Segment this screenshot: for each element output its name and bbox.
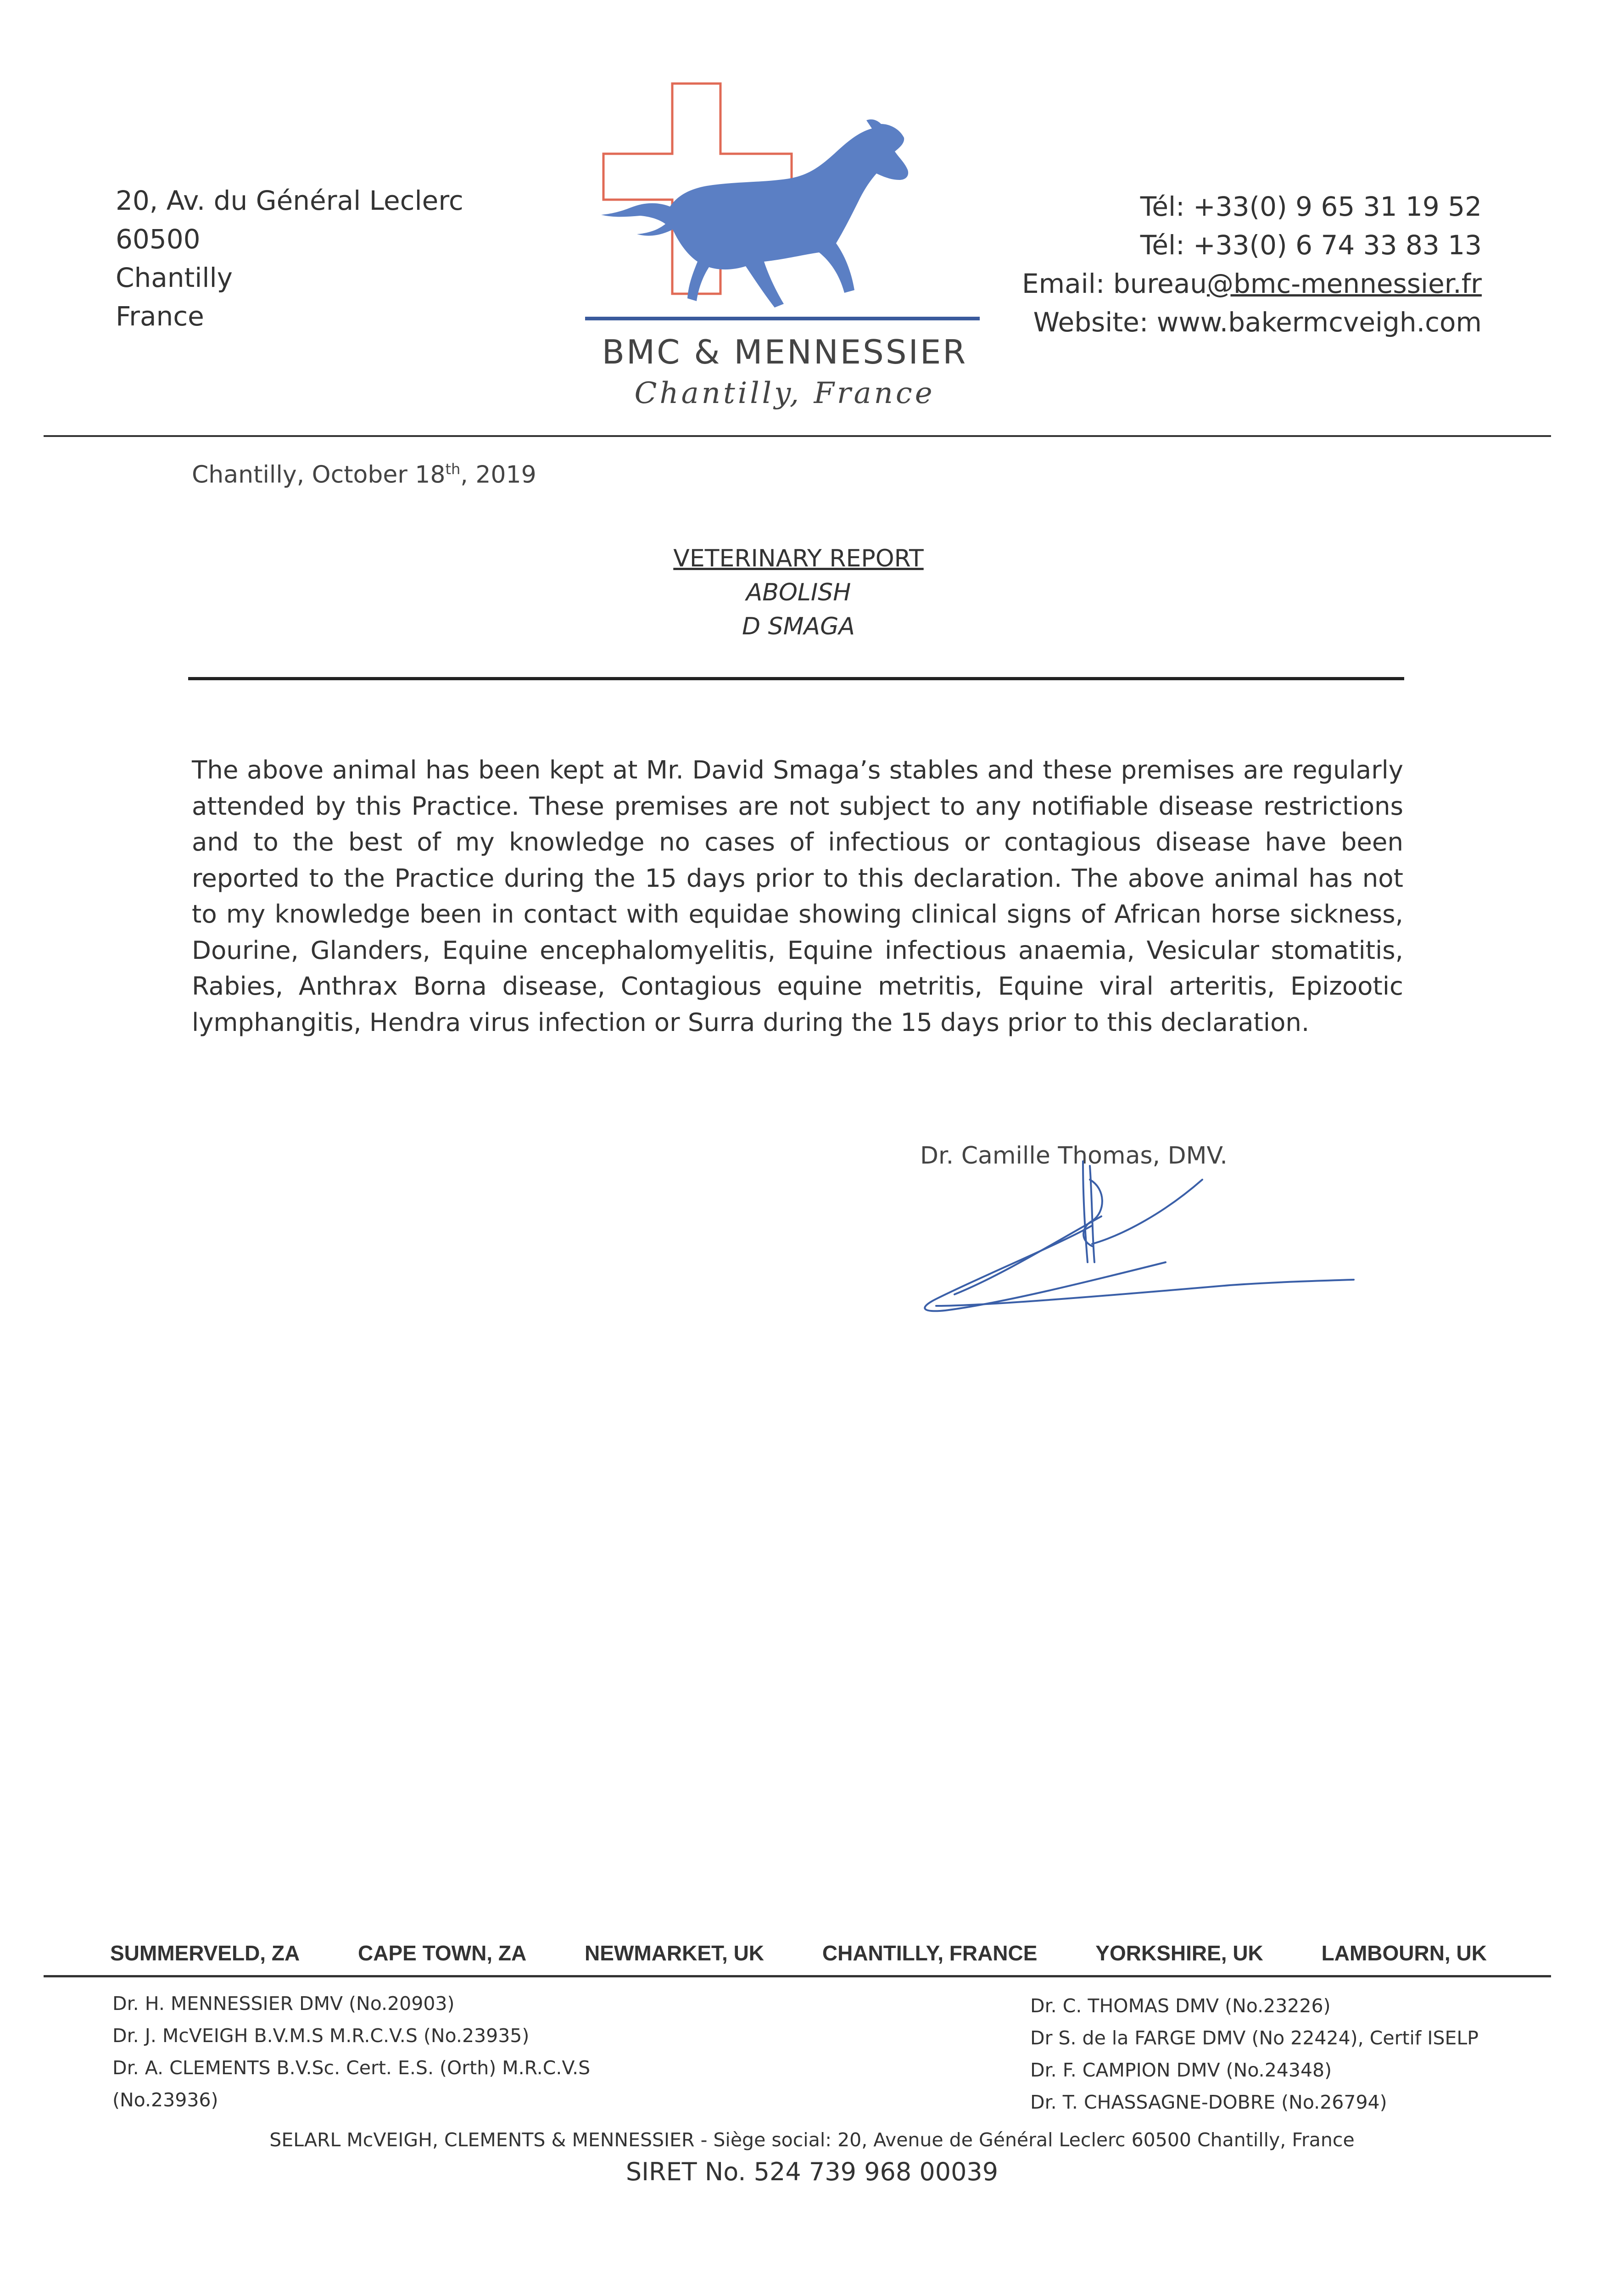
website-line[interactable]: Website: www.bakermcveigh.com [1033, 307, 1482, 338]
address-line: 60500 [116, 224, 201, 255]
address-line: France [116, 301, 204, 332]
logo-rule [585, 317, 980, 320]
report-title-block [569, 542, 1028, 644]
practice-address [116, 181, 463, 336]
practice-contact [1022, 187, 1482, 341]
logo-subtitle: Chantilly, France [634, 376, 935, 410]
email-line [1022, 264, 1482, 303]
office-locations [110, 1941, 1487, 1965]
date-prefix: Chantilly, October 18 [192, 461, 446, 489]
report-title: VETERINARY REPORT [673, 545, 924, 572]
company-registration: SELARL McVEIGH, CLEMENTS & MENNESSIER - Siège social: 20, Avenue de Général Leclerc 60500 Chantilly, France [269, 2129, 1355, 2151]
handwritten-signature [909, 1125, 1367, 1317]
email-label: Email: bureau [1021, 268, 1207, 299]
phone-2: Tél: +33(0) 6 74 33 83 13 [1140, 230, 1482, 261]
footer-divider [44, 1975, 1551, 1977]
date-suffix: , 2019 [460, 461, 536, 489]
siret-number: SIRET No. 524 739 968 00039 [625, 2157, 999, 2186]
staff-entry: Dr. T. CHASSAGNE-DOBRE (No.26794) [1030, 2091, 1387, 2113]
address-line: 20, Av. du Général Leclerc [116, 185, 463, 216]
address-line: Chantilly [116, 262, 233, 293]
title-divider [188, 677, 1404, 680]
logo-name: BMC & MENNESSIER [602, 333, 968, 371]
staff-entry: Dr. F. CAMPION DMV (No.24348) [1030, 2059, 1332, 2081]
owner-name: D SMAGA [742, 613, 855, 640]
city: SUMMERVELD, ZA [110, 1941, 300, 1965]
signatory-name: Dr. Camille Thomas, DMV. [920, 1142, 1228, 1170]
horse-name: ABOLISH [746, 579, 851, 606]
horse-icon [601, 119, 908, 308]
report-body: The above animal has been kept at Mr. David Smaga’s stables and these premises are regularly attended by this Practice. These premises are not subject to any notifiable disease restrictions and to the best of my knowledge no cases of infectious or contagious disease have been reported to the Practice during the 15 days prior to this declaration. The above animal has not to my knowledge been in contact with equidae showing clinical signs of African horse sickness, Dourine, Glanders, Equine encephalomyelitis, Equine infectious anaemia, Vesicular stomatitis, Rabies, Anthrax Borna disease, Contagious equine metritis, Equine viral arteritis, Epizootic lymphangitis, Hendra virus infection or Surra during the 15 days prior to this declaration. [192, 755, 1403, 1037]
city: YORKSHIRE, UK [1095, 1941, 1263, 1965]
phone-1: Tél: +33(0) 9 65 31 19 52 [1140, 191, 1482, 222]
staff-list-right [1030, 1990, 1479, 2118]
city: CAPE TOWN, ZA [358, 1941, 527, 1965]
staff-entry: Dr. C. THOMAS DMV (No.23226) [1030, 1995, 1331, 2017]
city: NEWMARKET, UK [585, 1941, 765, 1965]
staff-entry: Dr. H. MENNESSIER DMV (No.20903) [112, 1993, 455, 2015]
date-superscript: th [445, 460, 461, 478]
staff-list-left [112, 1987, 590, 2116]
city: LAMBOURN, UK [1321, 1941, 1487, 1965]
bmc-logo [583, 78, 996, 427]
city: CHANTILLY, FRANCE [822, 1941, 1038, 1965]
staff-entry: Dr S. de la FARGE DMV (No 22424), Certif ISELP [1030, 2027, 1479, 2049]
letter-date [192, 460, 536, 488]
staff-entry: Dr. A. CLEMENTS B.V.Sc. Cert. E.S. (Orth) M.R.C.V.S [112, 2057, 591, 2079]
email-link[interactable]: @bmc-mennessier.fr [1207, 268, 1482, 299]
header-divider [44, 435, 1551, 437]
staff-entry: Dr. J. McVEIGH B.V.M.S M.R.C.V.S (No.23935) [112, 2025, 530, 2047]
staff-entry: (No.23936) [112, 2089, 218, 2111]
